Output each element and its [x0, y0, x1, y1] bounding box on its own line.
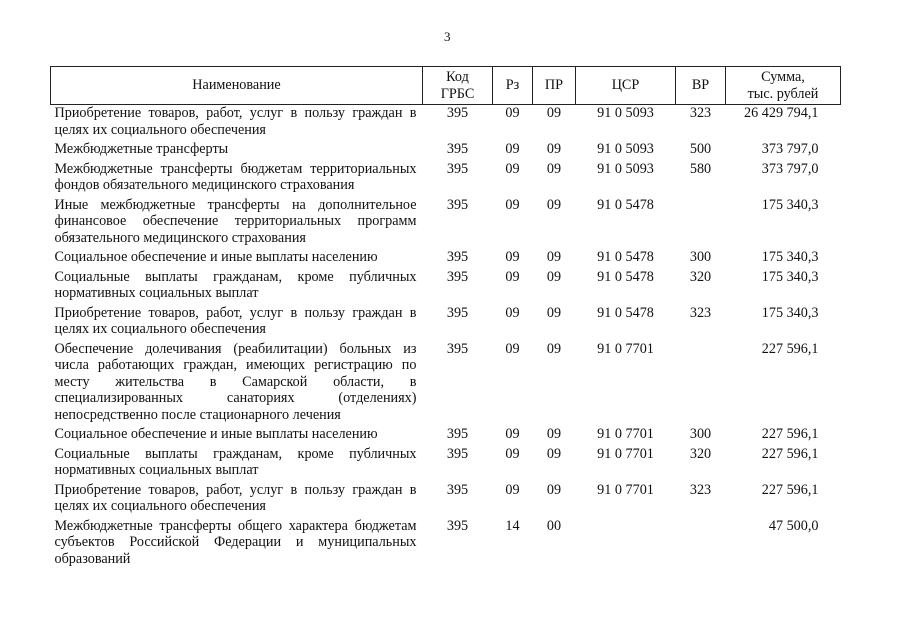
cell-csr: 91 0 5478: [597, 196, 654, 213]
cell-name: Межбюджетные трансферты бюджетам территориальных фондов обязательного медицинского страхования: [54, 160, 417, 193]
cell-vr: 323: [689, 105, 712, 121]
cell-name: Иные межбюджетные трансферты на дополнительное финансовое обеспечение территориальных программ обязательного медицинского страхования: [54, 196, 417, 246]
cell-grbs: 395: [446, 160, 469, 177]
table-row: [51, 197, 841, 250]
cell-pr: 09: [546, 481, 562, 498]
cell-pr: 09: [546, 340, 562, 357]
cell-vr: 323: [689, 304, 712, 321]
cell-csr: 91 0 7701: [597, 340, 654, 357]
table-row: [51, 249, 841, 269]
cell-vr: [676, 341, 726, 427]
header-grbs-line1: Код: [446, 69, 469, 85]
cell-pr: 00: [546, 517, 562, 534]
cell-name: Межбюджетные трансферты: [54, 141, 229, 157]
cell-grbs: 395: [446, 445, 469, 462]
cell-vr: [676, 518, 726, 571]
header-pr: ПР: [533, 67, 576, 105]
cell-rz: 09: [505, 340, 520, 357]
cell-vr: [676, 197, 726, 250]
cell-sum: 373 797,0: [761, 141, 819, 157]
cell-csr: 91 0 5093: [597, 141, 654, 157]
table-body: [51, 105, 841, 571]
cell-rz: 09: [505, 160, 520, 177]
cell-grbs: 395: [446, 249, 469, 265]
cell-name: Социальное обеспечение и иные выплаты населению: [54, 426, 378, 442]
cell-name: Приобретение товаров, работ, услуг в пользу граждан в целях их социального обеспечения: [54, 105, 417, 138]
cell-csr: 91 0 5093: [597, 105, 654, 121]
table-row: [51, 105, 841, 142]
cell-sum: 47 500,0: [768, 517, 819, 534]
header-name: Наименование: [51, 67, 423, 105]
table-row: [51, 341, 841, 427]
table-header: [51, 67, 841, 105]
cell-vr: 580: [689, 160, 712, 177]
header-rz: Рз: [493, 67, 533, 105]
cell-grbs: 395: [446, 196, 469, 213]
cell-rz: 09: [505, 105, 520, 121]
cell-vr: 300: [689, 426, 712, 442]
table-row: [51, 161, 841, 197]
cell-rz: 09: [505, 268, 520, 285]
cell-rz: 09: [505, 141, 520, 157]
cell-pr: 09: [546, 160, 562, 177]
table-row: [51, 426, 841, 446]
cell-sum: 227 596,1: [761, 445, 819, 462]
header-vr: ВР: [676, 67, 726, 105]
cell-pr: 09: [546, 141, 562, 157]
header-csr: ЦСР: [576, 67, 676, 105]
cell-pr: 09: [546, 196, 562, 213]
cell-name: Социальные выплаты гражданам, кроме публичных нормативных социальных выплат: [54, 445, 417, 478]
cell-name: Социальные выплаты гражданам, кроме публичных нормативных социальных выплат: [54, 268, 417, 301]
cell-sum: 26 429 794,1: [744, 105, 819, 121]
cell-grbs: 395: [446, 426, 469, 442]
header-sum-line2: тыс. рублей: [747, 85, 819, 102]
cell-name: Межбюджетные трансферты общего характера бюджетам субъектов Российской Федерации и муниципальных образований: [54, 517, 417, 567]
cell-rz: 09: [505, 304, 520, 321]
cell-vr: 500: [689, 141, 712, 157]
cell-name: Приобретение товаров, работ, услуг в пользу граждан в целях их социального обеспечения: [54, 481, 417, 514]
cell-pr: 09: [546, 249, 562, 265]
cell-csr: 91 0 5478: [597, 304, 654, 321]
table-row: [51, 305, 841, 341]
cell-csr: 91 0 5093: [597, 160, 654, 177]
cell-name: Обеспечение долечивания (реабилитации) больных из числа работающих граждан, имеющих регистрацию по месту жительства в Самарской области, в специализированных санаториях (отделениях) непосредственно после стационарного лечения: [54, 340, 417, 423]
table-row: [51, 141, 841, 161]
cell-grbs: 395: [446, 481, 469, 498]
cell-name: Приобретение товаров, работ, услуг в пользу граждан в целях их социального обеспечения: [54, 304, 417, 337]
table-row: [51, 518, 841, 571]
cell-sum: 175 340,3: [761, 304, 819, 321]
cell-grbs: 395: [446, 517, 469, 534]
cell-pr: 09: [546, 105, 562, 121]
cell-sum: 373 797,0: [761, 160, 819, 177]
header-sum: [726, 67, 841, 105]
cell-sum: 175 340,3: [761, 249, 819, 265]
table-row: [51, 446, 841, 482]
cell-sum: 227 596,1: [761, 340, 819, 357]
cell-grbs: 395: [446, 340, 469, 357]
cell-pr: 09: [546, 426, 562, 442]
cell-rz: 09: [505, 481, 520, 498]
cell-vr: 300: [689, 249, 712, 265]
cell-name: Социальное обеспечение и иные выплаты населению: [54, 249, 378, 265]
cell-sum: 175 340,3: [761, 196, 819, 213]
cell-vr: 320: [689, 445, 712, 462]
cell-csr: 91 0 5478: [597, 268, 654, 285]
cell-grbs: 395: [446, 304, 469, 321]
header-sum-line1: Сумма,: [761, 69, 805, 85]
cell-sum: 175 340,3: [761, 268, 819, 285]
cell-vr: 320: [689, 268, 712, 285]
cell-sum: 227 596,1: [761, 481, 819, 498]
table-row: [51, 482, 841, 518]
cell-csr: 91 0 7701: [597, 426, 654, 442]
cell-csr: 91 0 5478: [597, 249, 654, 265]
cell-rz: 09: [505, 249, 520, 265]
cell-rz: 09: [505, 445, 520, 462]
cell-rz: 14: [505, 517, 520, 534]
cell-pr: 09: [546, 304, 562, 321]
cell-vr: 323: [689, 481, 712, 498]
cell-grbs: 395: [446, 105, 469, 121]
cell-csr: [576, 518, 676, 571]
cell-pr: 09: [546, 268, 562, 285]
cell-rz: 09: [505, 426, 520, 442]
cell-sum: 227 596,1: [761, 426, 819, 442]
cell-grbs: 395: [446, 268, 469, 285]
page-number: 3: [444, 29, 451, 44]
header-grbs-line2: ГРБС: [440, 85, 475, 102]
cell-csr: 91 0 7701: [597, 481, 654, 498]
cell-csr: 91 0 7701: [597, 445, 654, 462]
table-row: [51, 269, 841, 305]
budget-table: [50, 66, 841, 570]
cell-pr: 09: [546, 445, 562, 462]
header-grbs: [423, 67, 493, 105]
cell-rz: 09: [505, 196, 520, 213]
cell-grbs: 395: [446, 141, 469, 157]
